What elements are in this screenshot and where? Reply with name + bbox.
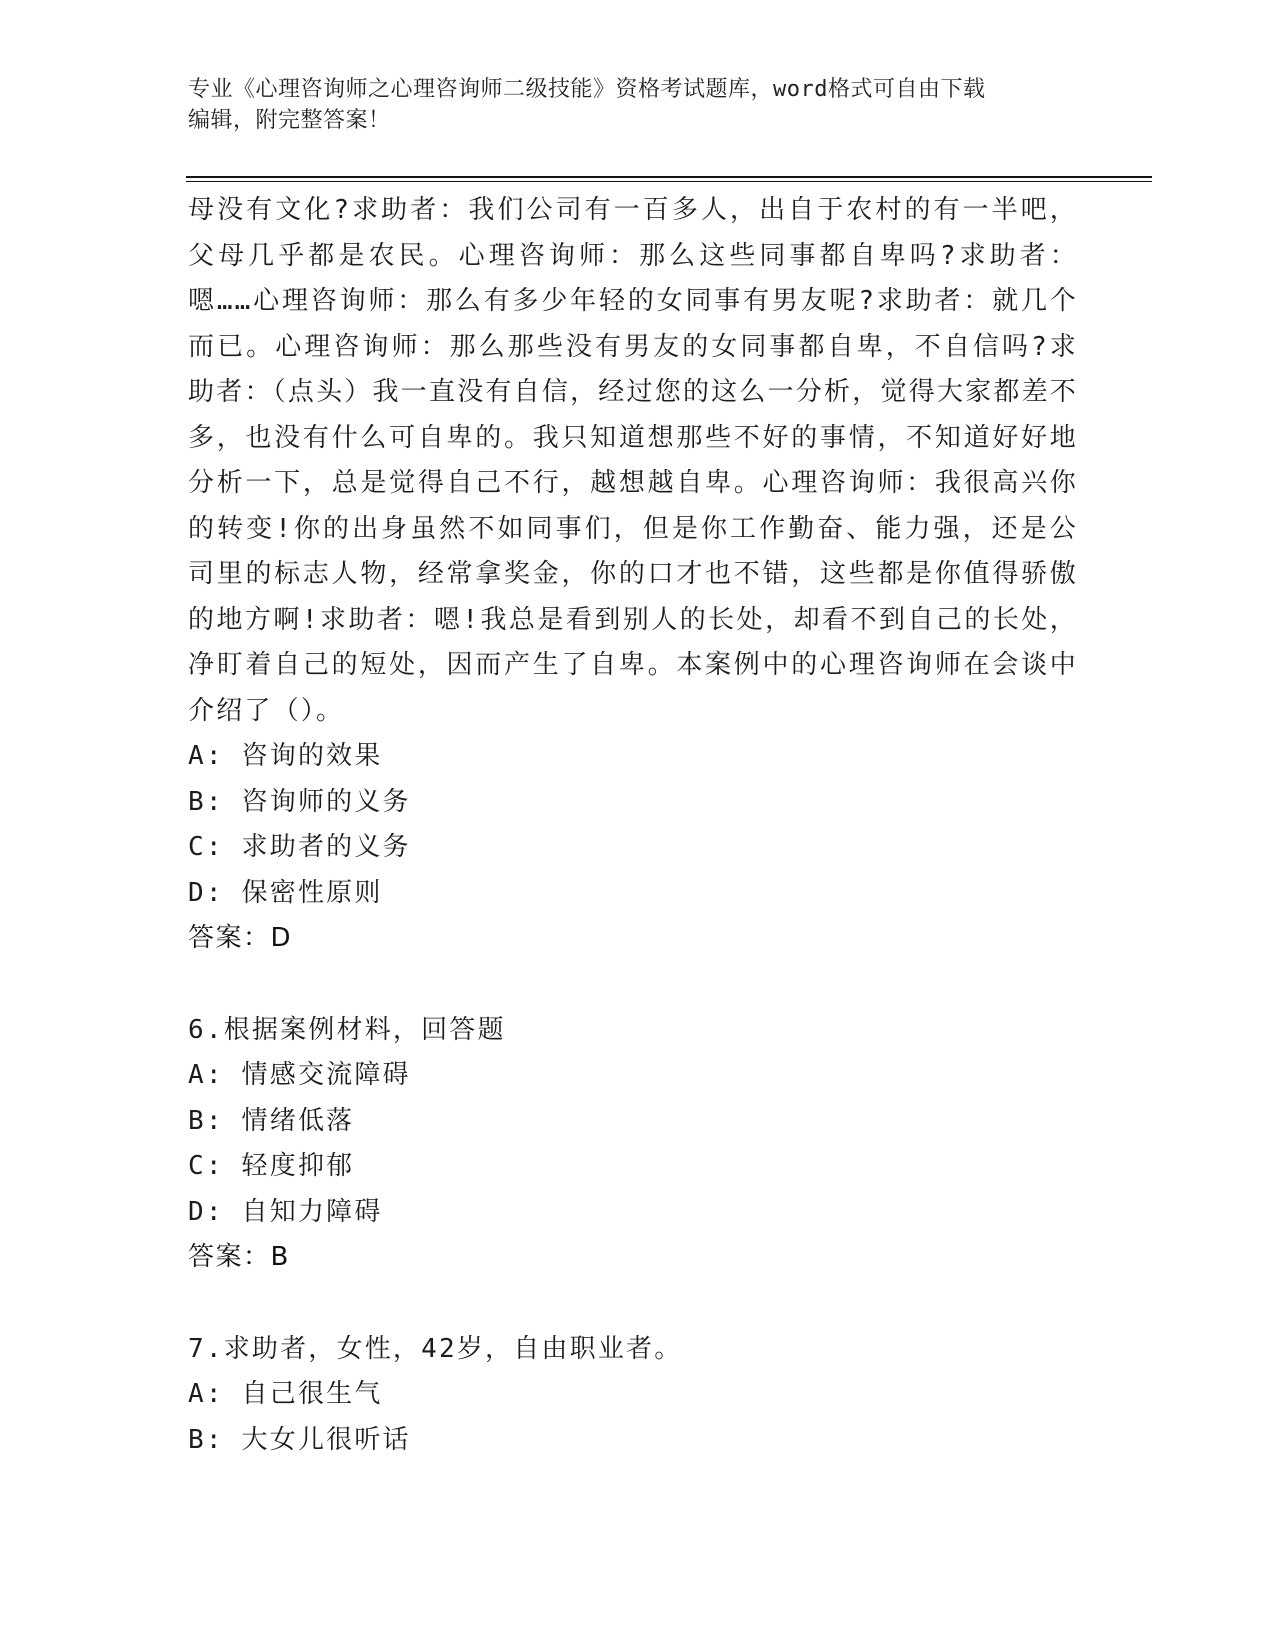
header-line-2: 编辑，附完整答案！ xyxy=(188,108,391,133)
question-5-options xyxy=(188,734,1078,916)
question-5-option-d: D: 保密性原则 xyxy=(188,877,383,908)
question-5-option-c: C: 求助者的义务 xyxy=(188,832,411,862)
question-7-stem: 7.求助者，女性，42岁，自由职业者。 xyxy=(188,1333,683,1364)
question-6-option-c: C: 轻度抑郁 xyxy=(188,1151,355,1181)
question-7-options xyxy=(188,1372,1078,1463)
question-6 xyxy=(188,1008,1078,1281)
header-divider-thin xyxy=(186,181,1152,182)
question-6-answer: 答案：B xyxy=(188,1242,290,1272)
question-7-option-a: A: 自己很生气 xyxy=(188,1379,383,1409)
question-5-answer: 答案：D xyxy=(188,923,293,953)
question-7-option-b: B: 大女儿很听话 xyxy=(188,1424,411,1455)
question-5 xyxy=(188,188,1078,962)
question-6-option-a: A: 情感交流障碍 xyxy=(188,1060,411,1090)
question-6-option-d: D: 自知力障碍 xyxy=(188,1196,383,1227)
document-header xyxy=(188,74,1088,136)
question-5-option-b: B: 咨询师的义务 xyxy=(188,786,411,817)
document-body xyxy=(188,188,1078,1463)
question-6-stem: 6.根据案例材料，回答题 xyxy=(188,1014,506,1045)
header-divider-thick xyxy=(186,176,1152,178)
header-line-1: 专业《心理咨询师之心理咨询师二级技能》资格考试题库，word格式可自由下载 xyxy=(188,77,986,102)
question-5-passage: 母没有文化?求助者：我们公司有一百多人，出自于农村的有一半吧，父母几乎都是农民。心理咨询师：那么这些同事都自卑吗?求助者：嗯……心理咨询师：那么有多少年轻的女同事有男友呢?求助者：就几个而已。心理咨询师：那么那些没有男友的女同事都自卑，不自信吗?求助者：（点头）我一直没有自信，经过您的这么一分析，觉得大家都差不多，也没有什么可自卑的。我只知道想那些不好的事情，不知道好好地分析一下，总是觉得自己不行，越想越自卑。心理咨询师：我很高兴你的转变!你的出身虽然不如同事们，但是你工作勤奋、能力强，还是公司里的标志人物，经常拿奖金，你的口才也不错，这些都是你值得骄傲的地方啊!求助者：嗯!我总是看到别人的长处，却看不到自己的长处，净盯着自己的短处，因而产生了自卑。本案例中的心理咨询师在会谈中介绍了（）。 xyxy=(188,195,1078,726)
question-6-option-b: B: 情绪低落 xyxy=(188,1105,355,1136)
question-7 xyxy=(188,1327,1078,1464)
question-6-options xyxy=(188,1053,1078,1235)
question-5-option-a: A: 咨询的效果 xyxy=(188,741,383,771)
